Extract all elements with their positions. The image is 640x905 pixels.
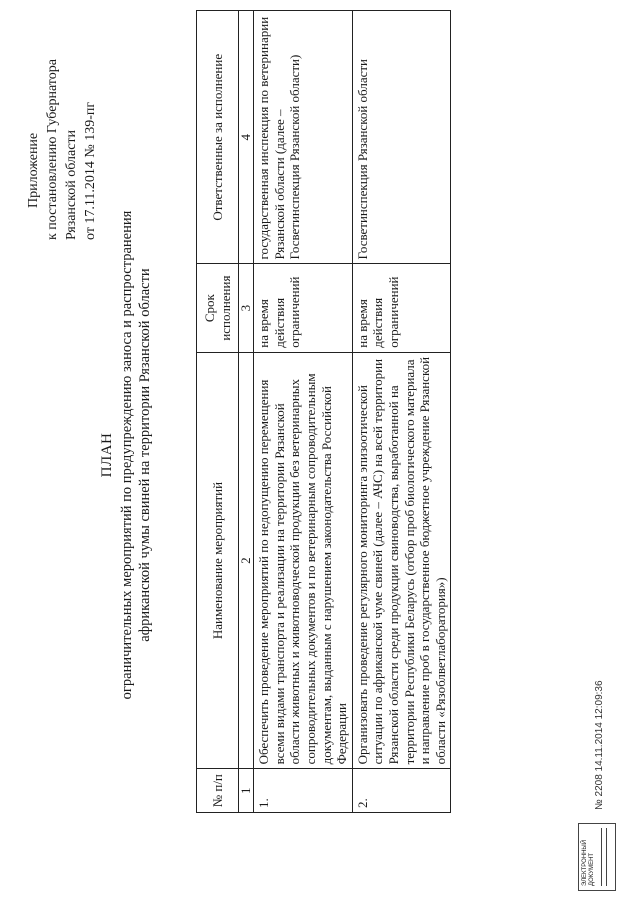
row-action: Организовать проведение регулярного мониторинга эпизоотической ситуации по африканской чуме свиней (далее – АЧС) на всей территории Рязанской области среди продукции свиноводства, выработанной на территории Республики Беларусь (отбор проб биологического материала и направление проб в государственное бюджетное учреждение Рязанской области «Рязоблветлаборатория») [352, 352, 451, 769]
plan-subtitle-line1: ограничительных мероприятий по предупреждению заноса и распространения [119, 210, 135, 700]
column-number: 3 [239, 264, 254, 352]
table-header-row [197, 11, 239, 813]
row-term: на время действия ограничений [254, 264, 353, 352]
stamp-line [606, 828, 607, 886]
appendix-date-number: от 17.11.2014 № 139-пг [83, 101, 98, 240]
appendix-region: Рязанской области [64, 129, 79, 240]
column-number: 4 [239, 11, 254, 265]
table-row [352, 11, 451, 813]
header-responsible: Ответственные за исполнение [197, 11, 239, 265]
row-number: 2. [352, 769, 451, 813]
column-numbers-row [239, 11, 254, 813]
appendix-decree: к постановлению Губернатора [45, 59, 60, 240]
row-number: 1. [254, 769, 353, 813]
table-row [254, 11, 353, 813]
header-number: № п/п [197, 769, 239, 813]
electronic-document-stamp [578, 823, 616, 891]
header-action: Наименование мероприятий [197, 352, 239, 769]
plan-title: ПЛАН [99, 432, 115, 478]
registration-footer: № 2208 14.11.2014 12:09:36 [594, 680, 605, 810]
plan-table [196, 10, 451, 813]
column-number: 2 [239, 352, 254, 769]
column-number: 1 [239, 769, 254, 813]
appendix-title: Приложение [26, 132, 41, 208]
plan-subtitle-line2: африканской чумы свиней на территории Рязанской области [137, 268, 153, 642]
row-term: на время действия ограничений [352, 264, 451, 352]
appendix-block [24, 20, 100, 240]
row-responsible: Госветинспекция Рязанской области [352, 11, 451, 265]
plan-title-block [98, 155, 154, 755]
stamp-text: ЭЛЕКТРОННЫЙ ДОКУМЕНТ [582, 839, 595, 886]
row-action: Обеспечить проведение мероприятий по недопущению перемещения всеми видами транспорта и реализации на территории Рязанской области животных и животноводческой продукции без ветеринарных сопроводительных документов и по ветеринарным сопроводительным документам, выданным с нарушением законодательства Российской Федерации [254, 352, 353, 769]
header-term: Срок исполнения [197, 264, 239, 352]
stamp-line [601, 828, 602, 886]
row-responsible: государственная инспекция по ветеринарии Рязанской области (далее – Госветинспекция Рязанской области) [254, 11, 353, 265]
